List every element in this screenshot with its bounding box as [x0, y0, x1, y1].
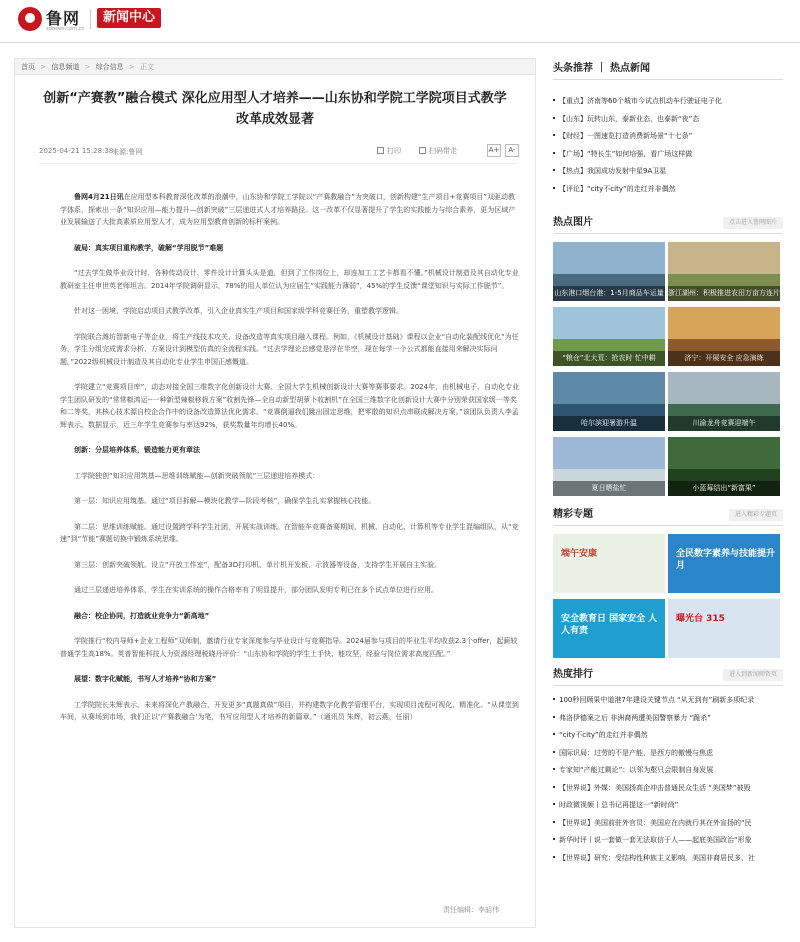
- article-paragraph: 学院联合潍坊智新电子等企业，将生产线技术攻关、设备改造等真实项目融入课程。例如，《机械设计基础》课程以企业“自动化装配线优化”为任务，学生分组完成需求分析、方案设计到模型仿真的全流程实践。“过去学理论总感觉是浮在半空，现在每学一个公式都能直接用来解决实际问题。”2022级机械设计制造及其自动化专业学生申国正感慨道。: [60, 332, 519, 366]
- headline-item[interactable]: 【重点】济南等60个城市今试点机动车行驶证电子化: [553, 93, 783, 111]
- breadcrumb: [15, 59, 535, 75]
- breadcrumb-current: 正文: [140, 63, 155, 71]
- headline-item[interactable]: 【财经】一图速览打造消费新场景“十七条”: [553, 128, 783, 146]
- headline-title: 头条推荐 ｜ 热点新闻: [553, 63, 650, 74]
- special-banner[interactable]: [553, 599, 665, 658]
- sidebar: [553, 58, 783, 867]
- qr-code-icon: [419, 147, 426, 154]
- qr-button[interactable]: [419, 146, 457, 156]
- photo-card[interactable]: [553, 307, 665, 366]
- hot-item[interactable]: 100秒回顾果中道港7年建设关键节点 “从无到有”刷新多项纪录: [553, 692, 783, 710]
- breadcrumb-channel[interactable]: 信息频道: [51, 63, 80, 71]
- hot-item[interactable]: 【世界说】外媒：美国扬高企冲击普通民众生活 “美国梦”被毁: [553, 780, 783, 798]
- article-date: 2025-04-21 15:28:38: [39, 147, 114, 155]
- breadcrumb-separator: >: [128, 63, 135, 71]
- special-title: 曝光台 315: [676, 614, 725, 624]
- headline-item[interactable]: 【山东】玩转山东，泰新业态，也泰新“夜”态: [553, 111, 783, 129]
- site-logo-text[interactable]: 鲁网: [46, 9, 81, 28]
- photo-grid: [553, 242, 783, 496]
- article-paragraph-text: 在应用型本科教育深化改革的浪潮中，山东协和学院工学院以“产赛教融合”为突破口，创新构建“生产项目+竞赛项目”双驱动教学体系，探索出一条“知识应用—能力提升—创新突破”三层递进式人才培养路径。这一改革不仅显著提升了学生的实践能力与综合素养，更为区域产业发展输送了大批高素质应用型人才，成为应用型教育创新的标杆案例。: [60, 193, 516, 226]
- section-heading: 破局：真实项目重构教学，破解“学用脱节”难题: [74, 243, 224, 252]
- photo-image: [668, 242, 780, 274]
- article-panel: [14, 58, 536, 928]
- logo-divider: [90, 9, 91, 29]
- article-meta: [39, 144, 517, 160]
- photo-image: [668, 372, 780, 404]
- photo-card[interactable]: [553, 372, 665, 431]
- meta-divider: [39, 163, 517, 164]
- photo-image: [553, 307, 665, 339]
- font-bigger-button[interactable]: A+: [487, 144, 501, 157]
- headline-list: [553, 93, 783, 198]
- article-paragraph: 第一层：知识应用筑基。通过“项目拆解—模块化教学—阶段考核”，确保学生扎实掌握核心技能。: [74, 497, 376, 505]
- breadcrumb-separator: >: [40, 63, 47, 71]
- photo-image: [553, 242, 665, 274]
- photo-card[interactable]: [668, 242, 780, 301]
- photo-card[interactable]: [668, 372, 780, 431]
- special-title: 安全教育日 国家安全 人人有责: [561, 614, 658, 636]
- site-logo-sub: sdnews.com.cn: [46, 26, 85, 32]
- article-paragraph: 学院建立“竞赛项目库”，动态对接全国三维数字化创新设计大赛、全国大学生机械创新设计大赛等赛事要求。2024年，由机械电子、自动化专业学生团队研发的“常常椒鸿运--一种新型辣椒移栽方案”收割先锋—全自动新型胡萝卜收割机”在全国三维数字化创新设计大赛中分别荣获国家级一等奖和二等奖，其核心技术源自校企合作中的设备改造算法优化需求。“竞赛倒逼我们跳出固定思维，把零散的知识点串联成解决方案。”该团队负责人李孟辉表示。数据显示，近三年学生竞赛参与率达92%，获奖数量年均增长40%。: [60, 383, 520, 429]
- headline-item[interactable]: 【评论】“city不city”的走红并非偶然: [553, 181, 783, 199]
- photos-title: 热点图片: [553, 217, 593, 228]
- photo-caption: 浙江湖州：积极推进农田万亩方连片: [668, 286, 780, 301]
- hot-more-link[interactable]: 进入到新闻师资页: [723, 669, 783, 681]
- breadcrumb-category[interactable]: 综合信息: [95, 63, 124, 71]
- specials-header: [553, 504, 783, 526]
- article-paragraph: 第二层：思维训练赋能。通过设置跨学科学生社团，开展实战训练。在智能车竞赛备赛期间，机械、自动化、计算机等专业学生混编组队，从“竞速”到“节能”赛题切换中锻炼系统思维。: [60, 522, 519, 543]
- article-editor: 责任编辑：李韶伟: [443, 906, 499, 914]
- photo-image: [668, 437, 780, 469]
- article-paragraph: 学院推行“校内导师+企业工程师”双师制，邀请行业专家深度参与毕业设计与竞赛指导。2024届参与项目的毕业生平均收获2.3个offer，起薪较普通学生高18%。英普智能科技人力资源经理税晓丹评价：“山东协和学院的学生上手快、能攻坚，经验与岗位需求高度匹配。”: [60, 637, 518, 658]
- headline-item[interactable]: 【广场】“特长生”如何培强，看广场这样做: [553, 146, 783, 164]
- specials-more-link[interactable]: 进入精彩专题页: [729, 509, 783, 521]
- print-label: 打印: [387, 147, 401, 155]
- hot-header: [553, 664, 783, 686]
- photo-card[interactable]: [553, 242, 665, 301]
- hot-item[interactable]: 【世界说】研究：受结构性种族主义影响，美国非裔居民多、社: [553, 850, 783, 868]
- article-paragraph: 工学院独创“知识应用筑基—思维训练赋能—创新突破领航”三层递进培养模式：: [74, 471, 320, 480]
- photo-caption: 川渝龙舟竞赛迎端午: [668, 416, 780, 431]
- special-title: 端午安康: [561, 549, 598, 559]
- photo-caption: 夏日晒盐忙: [553, 481, 665, 496]
- headline-header: [553, 58, 783, 80]
- hot-item[interactable]: “city不city”的走红并非偶然: [553, 727, 783, 745]
- article-paragraph: “过去学生做毕业设计时，各种传动设计、零件设计计算头头是道，但到了工作岗位上，却连加工工艺卡都看不懂。”机械设计制造及其自动化专业教研室主任申世英老师坦言。2014年学院调研显示，78%的用人单位认为应届生“实践能力薄弱”，45%的学生反馈“课堂知识与实际工作脱节”。: [60, 269, 519, 290]
- special-title: 全民数字素养与技能提升月: [676, 549, 776, 571]
- header-divider: [0, 42, 800, 43]
- font-smaller-button[interactable]: A-: [505, 144, 519, 157]
- article-body: [60, 191, 520, 737]
- article-paragraph: [60, 191, 520, 229]
- section-heading: 展望：数字化赋能，书写人才培养“协和方案”: [74, 675, 217, 683]
- photo-image: [553, 437, 665, 469]
- breadcrumb-home[interactable]: 首页: [21, 63, 35, 71]
- article-source: 来源:鲁网: [112, 148, 143, 156]
- hot-item[interactable]: 弗洛伊德案之后 非洲裔两遭美国警察暴力 “跪杀”: [553, 710, 783, 728]
- section-heading: 创新：分层培养体系，锻造能力更有章法: [74, 446, 200, 454]
- photos-header: [553, 212, 783, 234]
- section-badge[interactable]: 新闻中心: [97, 8, 161, 28]
- photo-card[interactable]: [668, 437, 780, 496]
- photo-caption: 哈尔滨迎暑游升温: [553, 416, 665, 431]
- specials-title: 精彩专题: [553, 509, 593, 520]
- photo-card[interactable]: [668, 307, 780, 366]
- site-header: [0, 0, 800, 44]
- article-paragraph: 针对这一困境，学院启动项目式教学改革，引入企业真实生产项目和国家级学科竞赛任务，重塑教学逻辑。: [74, 307, 403, 315]
- article-paragraph: 通过三层递进培养体系，学生在实训系统的操作合格率有了明显提升，部分团队发明专利已在多个试点单位进行应用。: [74, 586, 438, 594]
- hot-title: 热度排行: [553, 669, 593, 680]
- hot-item[interactable]: 【世界说】美国前驻外官员：美国应在内就行其在外宣扬的“民: [553, 815, 783, 833]
- photo-card[interactable]: [553, 437, 665, 496]
- photo-image: [553, 372, 665, 404]
- special-banner[interactable]: [668, 534, 780, 593]
- photo-image: [668, 307, 780, 339]
- headline-item[interactable]: 【热点】我国成功发射中星9A卫星: [553, 163, 783, 181]
- photos-more-link[interactable]: 点击进入鲁网图片: [723, 217, 783, 229]
- logo-icon[interactable]: [18, 7, 42, 31]
- article-lead: 鲁网4月21日讯: [74, 193, 124, 201]
- special-banner[interactable]: [668, 599, 780, 658]
- print-button[interactable]: [377, 146, 401, 156]
- specials-grid: [553, 534, 783, 658]
- hot-item[interactable]: 专家知“产能过剩论”：以邻为壑只会限制自身发展: [553, 762, 783, 780]
- photo-caption: 山东港口烟台港：1-5月商品车运量: [553, 286, 665, 301]
- hot-list: [553, 692, 783, 867]
- printer-icon: [377, 147, 384, 154]
- photo-caption: 小蓝莓结出“新富果”: [668, 481, 780, 496]
- article-paragraph: 工学院院长朱辉表示，未来将深化产教融合，开发更多“真题真做”项目，并构建数字化教学管理平台，实现项目流程可视化、精准化。“从课堂到车间，从赛场到市场，我们正以‘产赛教融合’为笔，书写应用型人才培养的新篇章。”（通讯员 朱辉，初云燕，任丽）: [60, 700, 519, 721]
- photo-caption: 济宁：开展安全 应急演练: [668, 351, 780, 366]
- article-paragraph: 第三层：创新突破领航。设立“开放工作室”，配备3D打印机、单片机开发板、示波器等设备，支持学生开展自主实验。: [74, 560, 442, 569]
- article-title: 创新“产赛教”融合模式 深化应用型人才培养——山东协和学院工学院项目式教学改革成效显著: [43, 91, 507, 127]
- section-heading: 融合：校企协同，打造就业竞争力“新高地”: [74, 611, 210, 620]
- breadcrumb-separator: >: [84, 63, 91, 71]
- special-banner[interactable]: [553, 534, 665, 593]
- qr-label: 扫码带走: [429, 147, 457, 155]
- hot-item[interactable]: 国际识局：过劳的不是产能，是西方的傲慢与焦虑: [553, 745, 783, 763]
- hot-item[interactable]: 新华时评丨说一套做一套无法取信于人——起底美国政治“形象: [553, 832, 783, 850]
- hot-item[interactable]: 时政微视频丨总书记再提这一“新时尚”: [553, 797, 783, 815]
- photo-caption: “粮仓”北大荒：抢农时 忙中耕: [553, 351, 665, 366]
